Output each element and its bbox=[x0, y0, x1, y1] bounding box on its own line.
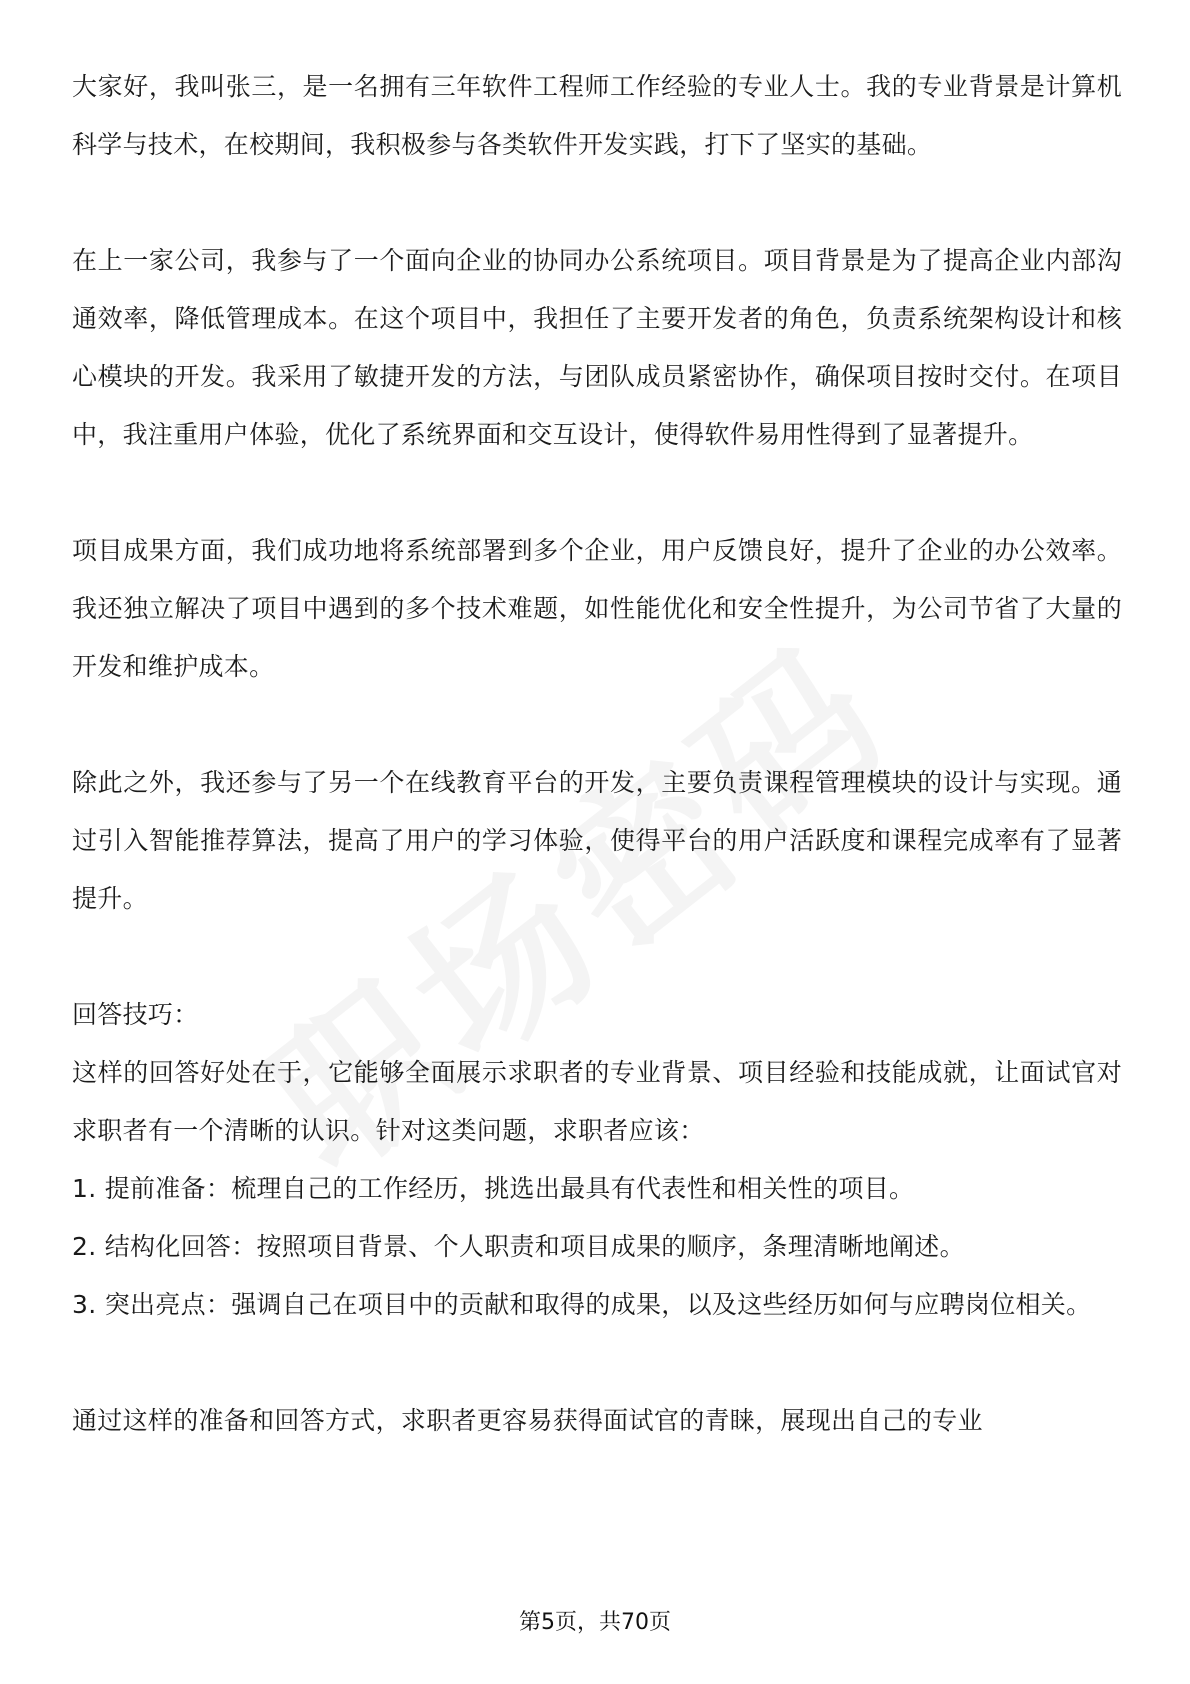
paragraph-intro: 大家好，我叫张三，是一名拥有三年软件工程师工作经验的专业人士。我的专业背景是计算机科学与技术，在校期间，我积极参与各类软件开发实践，打下了坚实的基础。 bbox=[72, 72, 1122, 159]
tips-intro: 这样的回答好处在于，它能够全面展示求职者的专业背景、项目经验和技能成就，让面试官对求职者有一个清晰的认识。针对这类问题，求职者应该： bbox=[72, 1058, 1122, 1145]
tips-item-1: 1. 提前准备：梳理自己的工作经历，挑选出最具有代表性和相关性的项目。 bbox=[72, 1174, 915, 1203]
page-footer: 第5页，共70页 bbox=[519, 1610, 671, 1635]
paragraph-closing: 通过这样的准备和回答方式，求职者更容易获得面试官的青睐，展现出自己的专业 bbox=[72, 1406, 983, 1435]
paragraph-project-one: 在上一家公司，我参与了一个面向企业的协同办公系统项目。项目背景是为了提高企业内部沟通效率，降低管理成本。在这个项目中，我担任了主要开发者的角色，负责系统架构设计和核心模块的开发。我采用了敏捷开发的方法，与团队成员紧密协作，确保项目按时交付。在项目中，我注重用户体验，优化了系统界面和交互设计，使得软件易用性得到了显著提升。 bbox=[72, 246, 1122, 449]
paragraph-project-results: 项目成果方面，我们成功地将系统部署到多个企业，用户反馈良好，提升了企业的办公效率。我还独立解决了项目中遇到的多个技术难题，如性能优化和安全性提升，为公司节省了大量的开发和维护成本。 bbox=[72, 536, 1122, 681]
tips-item-3: 3. 突出亮点：强调自己在项目中的贡献和取得的成果，以及这些经历如何与应聘岗位相关。 bbox=[72, 1290, 1092, 1319]
tips-item-2: 2. 结构化回答：按照项目背景、个人职责和项目成果的顺序，条理清晰地阐述。 bbox=[72, 1232, 965, 1261]
paragraph-project-two: 除此之外，我还参与了另一个在线教育平台的开发，主要负责课程管理模块的设计与实现。通过引入智能推荐算法，提高了用户的学习体验，使得平台的用户活跃度和课程完成率有了显著提升。 bbox=[72, 768, 1122, 913]
tips-heading: 回答技巧： bbox=[72, 1000, 199, 1029]
document-body bbox=[72, 58, 1122, 1450]
